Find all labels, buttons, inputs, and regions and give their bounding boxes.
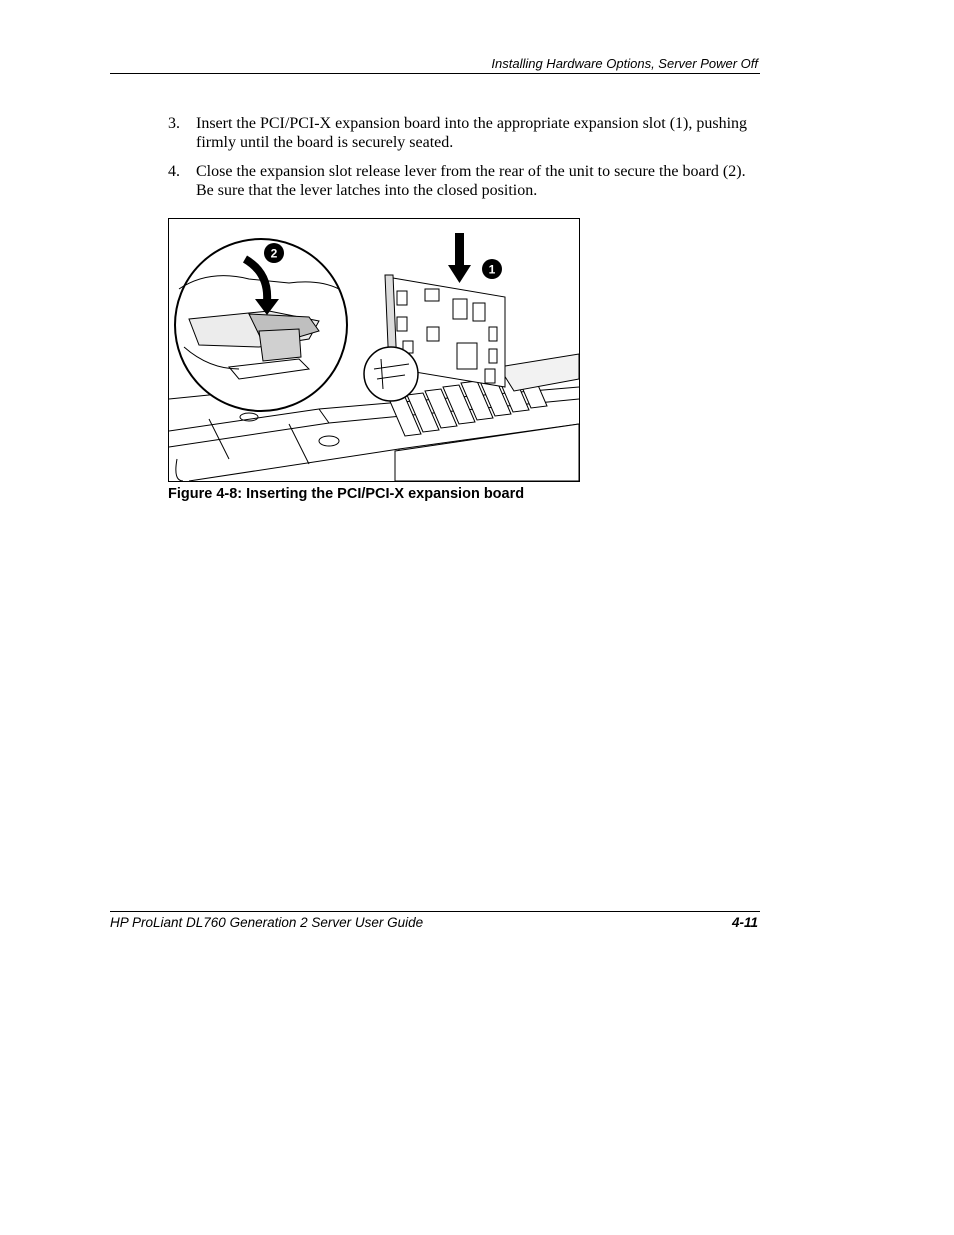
callout-1	[482, 259, 502, 279]
figure-caption: Figure 4-8: Inserting the PCI/PCI-X expansion board	[168, 486, 525, 502]
step-item	[168, 162, 748, 200]
page-number: 4-11	[731, 915, 758, 930]
lever-zoom-view	[175, 239, 347, 411]
step-text: Close the expansion slot release lever from the rear of the unit to secure the board (2). Be sure that the lever latches into the closed position.	[196, 163, 746, 199]
down-arrow-icon	[448, 233, 471, 283]
header-rule	[110, 73, 760, 74]
running-header: Installing Hardware Options, Server Power Off	[491, 56, 758, 71]
detail-magnifier	[364, 347, 418, 401]
instruction-steps	[168, 114, 748, 210]
figure-illustration	[168, 218, 580, 482]
rear-panel	[499, 354, 579, 391]
step-number: 4.	[168, 163, 180, 180]
footer-rule	[110, 911, 760, 912]
step-text: Insert the PCI/PCI-X expansion board into the appropriate expansion slot (1), pushing firmly until the board is securely seated.	[196, 115, 748, 151]
callout-1-label: 1	[488, 262, 496, 277]
step-number: 3.	[168, 115, 180, 132]
expansion-board-drawing	[169, 219, 579, 481]
callout-2-label: 2	[270, 246, 278, 261]
step-item	[168, 114, 748, 152]
footer-guide-title: HP ProLiant DL760 Generation 2 Server User Guide	[110, 915, 424, 930]
callout-2	[264, 243, 284, 263]
